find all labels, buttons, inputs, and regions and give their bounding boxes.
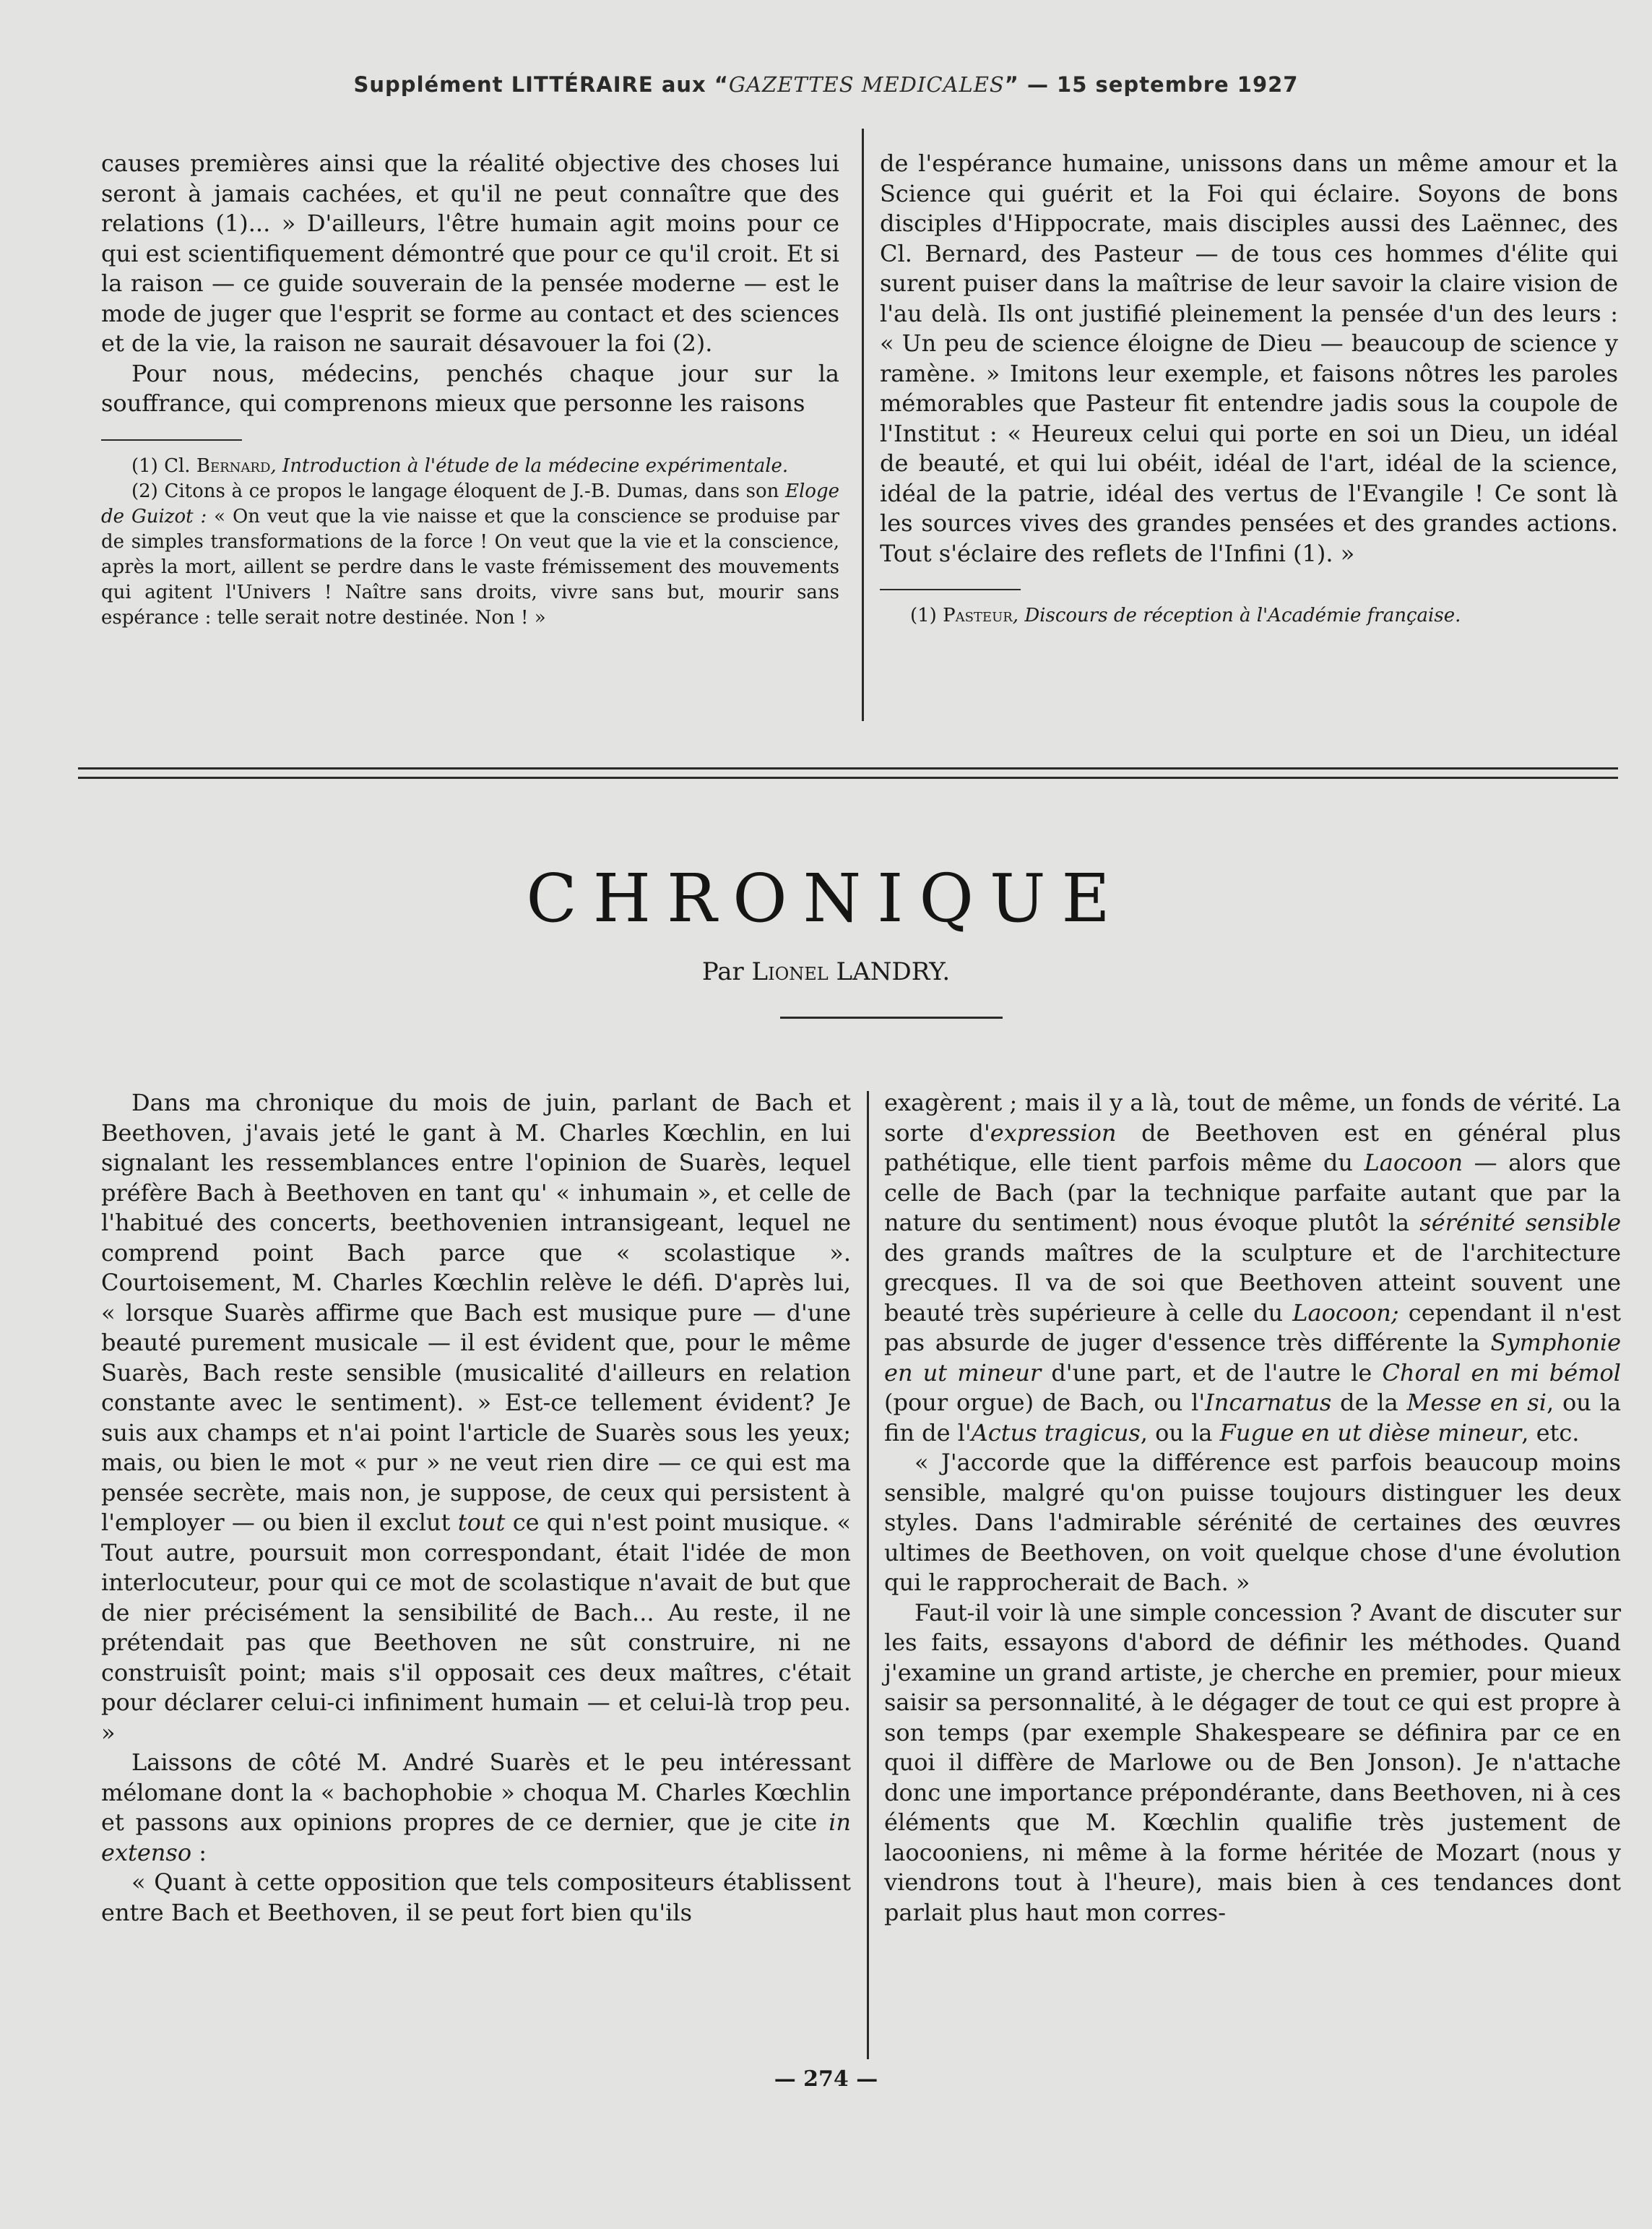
paragraph: « J'accorde que la différence est parfois beaucoup moins sensible, malgré qu'on puisse toujours distinguer les deux styles. Dans l'admirable sérénité de certaines des œuvres ultimes de Beethoven, on voit quelque chose d'une évolution qui le rapprocherait de Bach. »	[884, 1449, 1621, 1596]
emphasis: Laocoon	[1364, 1149, 1463, 1176]
footnote-1	[101, 454, 839, 479]
footnote-text: (2) Citons à ce propos le langage éloquent de J.-B. Dumas, dans son	[131, 480, 786, 502]
paragraph	[101, 1088, 851, 1748]
text-run: Laissons de côté M. André Suarès et le peu intéressant mélomane dont la « bachophobie » choqua M. Charles Kœchlin et passons aux opinions propres de ce dernier, que je cite	[101, 1749, 851, 1836]
footnotes	[101, 454, 839, 631]
top-right-column	[880, 149, 1618, 629]
text-run: Dans ma chronique du mois de juin, parlant de Bach et Beethoven, j'avais jeté le gant à M. Charles Kœchlin, en lui signalant les ressemblances entre l'opinion de Suarès, lequel préfère Bach à Beethoven en tant qu' « inhumain », et celle de l'habitué des concerts, beethovenien intransigeant, lequel ne comprend point Bach parce que « scolastique ». Courtoisement, M. Charles Kœchlin relève le défi. D'après lui, « lorsque Suarès affirme que Bach est musique pure — d'une beauté purement musicale — il est évident que, pour le même Suarès, Bach reste sensible (musicalité d'ailleurs en relation constante avec le sentiment). » Est-ce tellement évident? Je suis aux champs et n'ai point l'article de Suarès sous les yeux; mais, ou bien le mot « pur » ne veut rien dire — ce qui est ma pensée secrète, mais non, je suppose, de ceux qui persistent à l'employer — ou bien il exclut	[101, 1089, 851, 1536]
column-divider-top	[862, 129, 864, 721]
author-first-name: Lionel	[751, 957, 829, 986]
title-rule	[780, 1017, 1003, 1019]
paragraph: causes premières ainsi que la réalité objective des choses lui seront à jamais cachées, et qu'il ne peut connaître que des relations (1)... » D'ailleurs, l'être humain agit moins pour ce qui est scientifiquement démontré que pour ce qu'il croit. Et si la raison — ce guide souverain de la pensée moderne — est le mode de juger que l'esprit se forme au contact et des sciences et de la vie, la raison ne saurait désavouer la foi (2).	[101, 150, 839, 357]
section-separator	[78, 767, 1618, 779]
running-header	[0, 72, 1652, 97]
author-last-name: LANDRY.	[828, 957, 951, 986]
text-run: , ou la	[1140, 1418, 1220, 1447]
text-run: ce qui n'est point musique. « Tout autre, poursuit mon correspondant, était l'idée de mon interlocuteur, pour qui ce mot de scolastique n'avait de but que de nier précisément la sensibilité de Bach... Au reste, il ne prétendait pas que Beethoven ne sût construire, ni ne construisît point; mais s'il opposait ces deux maîtres, c'était pour déclarer celui-ci infiniment humain — et celui-là trop peu. »	[101, 1509, 852, 1746]
header-date: ” — 15 septembre 1927	[1004, 72, 1299, 97]
footnote-work: Eloge de Guizot :	[101, 480, 839, 527]
paragraph	[884, 1088, 1621, 1448]
paragraph: Pour nous, médecins, penchés chaque jour sur la souffrance, qui comprenons mieux que personne les raisons	[101, 359, 839, 417]
emphasis: Laocoon;	[1292, 1298, 1399, 1327]
footnote-author: Bernard	[196, 454, 271, 477]
footnote-work: , Discours de réception à l'Académie française.	[1012, 605, 1461, 626]
emphasis: in extenso	[101, 1808, 851, 1866]
column-divider-bottom	[867, 1091, 869, 2059]
paragraph: de l'espérance humaine, unissons dans un même amour et la Science qui guérit et la Foi qui éclaire. Soyons de bons disciples d'Hippocrate, mais disciples aussi des Laënnec, des Cl. Bernard, des Pasteur — de tous ces hommes d'élite qui surent puiser dans la maîtrise de leur savoir la claire vision de l'au delà. Ils ont justifié pleinement la pensée d'un des leurs : « Un peu de science éloigne de Dieu — beaucoup de science y ramène. » Imitons leur exemple, et faisons nôtres les paroles mémorables que Pasteur fit entendre jadis sous la coupole de l'Institut : « Heureux celui qui porte en soi un Dieu, un idéal de beauté, et qui lui obéit, idéal de l'art, idéal de la science, idéal de la patrie, idéal des vertus de l'Evangile ! Ce sont là les sources vives des grandes pensées et des grandes actions. Tout s'éclaire des reflets de l'Infini (1). »	[880, 150, 1618, 567]
text-run: , ou la fin de l'	[884, 1389, 1622, 1447]
bottom-right-column	[884, 1088, 1621, 1928]
header-prefix: Supplément	[353, 72, 503, 97]
footnote-1	[880, 603, 1618, 629]
text-run: de la	[1331, 1389, 1407, 1416]
text-run: cependant il n'est pas absurde de juger d'essence très différente la	[884, 1298, 1622, 1356]
footnotes	[880, 603, 1618, 629]
text-run: de Beethoven est en général plus pathétique, elle tient parfois même du	[884, 1118, 1622, 1176]
footnote-text: « On veut que la vie naisse et que la conscience se produise par de simples transformations de la force ! On veut que la vie et la conscience, après la mort, aillent se perdre dans le vaste frémissement des mouvements qui agitent l'Univers ! Naître sans droits, vivre sans but, mourir sans espérance : telle serait notre destinée. Non ! »	[101, 505, 839, 629]
emphasis: Incarnatus	[1205, 1389, 1332, 1416]
emphasis: Actus tragicus	[971, 1418, 1141, 1447]
paragraph	[101, 1748, 851, 1868]
footnote-rule	[101, 439, 242, 441]
header-aux: aux “	[661, 72, 729, 97]
footnote-number: (1)	[910, 605, 943, 626]
text-run: des grands maîtres de la sculpture et de l'architecture grecques. Il va de soi que Beethoven atteint souvent une beauté très supérieure à celle du	[884, 1238, 1621, 1327]
footnote-author: Pasteur	[943, 605, 1013, 626]
emphasis: expression	[990, 1118, 1117, 1147]
emphasis: Fugue en ut dièse mineur	[1219, 1418, 1522, 1447]
footnote-work: , Introduction à l'étude de la médecine expérimentale.	[270, 454, 789, 477]
text-run: (pour orgue) de Bach, ou l'	[884, 1389, 1206, 1416]
paragraph: Faut-il voir là une simple concession ? Avant de discuter sur les faits, essayons d'abord de définir les méthodes. Quand j'examine un grand artiste, je cherche en premier, pour mieux saisir sa personnalité, à le dégager de tout ce qui est propre à son temps (par exemple Shakespeare se définira par ce en quoi il diffère de Marlowe ou de Ben Jonson). Je n'attache donc une importance prépondérante, dans Beethoven, ni à ces éléments que M. Kœchlin qualifie très justement de laocooniens, ni même à la forme héritée de Mozart (nous y viendrons tout à l'heure), mais bien à ces tendances dont parlait plus haut mon corres-	[884, 1598, 1621, 1926]
text-run: , etc.	[1521, 1418, 1580, 1447]
page-number: — 274 —	[774, 2066, 878, 2092]
emphasis: Symphonie en ut mineur	[884, 1329, 1621, 1387]
emphasis: sérénité sensible	[1419, 1209, 1622, 1236]
section-title: CHRONIQUE	[526, 860, 1126, 937]
text-run: d'une part, et de l'autre le	[1041, 1358, 1383, 1387]
byline	[0, 957, 1652, 986]
text-run: — alors que celle de Bach (par la technique parfaite autant que par la nature du sentiment) nous évoque plutôt la	[884, 1149, 1622, 1236]
paragraph: « Quant à cette opposition que tels compositeurs établissent entre Bach et Beethoven, il se peut fort bien qu'ils	[101, 1868, 851, 1926]
footnote-rule	[880, 589, 1021, 590]
top-left-column	[101, 149, 839, 631]
footnote-number: (1) Cl.	[131, 454, 196, 477]
bottom-left-column	[101, 1088, 851, 1928]
emphasis: Messe en si	[1406, 1389, 1547, 1416]
emphasis: Choral en mi bémol	[1382, 1358, 1622, 1387]
text-run: exagèrent ; mais il y a là, tout de même, un fonds de vérité. La sorte d'	[884, 1089, 1621, 1147]
text-run: :	[191, 1838, 207, 1866]
header-litteraire: LITTÉRAIRE	[511, 72, 654, 97]
header-gazettes: GAZETTES MEDICALES	[728, 72, 1005, 97]
byline-prefix: Par	[701, 957, 752, 986]
footnote-2	[101, 479, 839, 631]
emphasis: tout	[457, 1509, 506, 1536]
